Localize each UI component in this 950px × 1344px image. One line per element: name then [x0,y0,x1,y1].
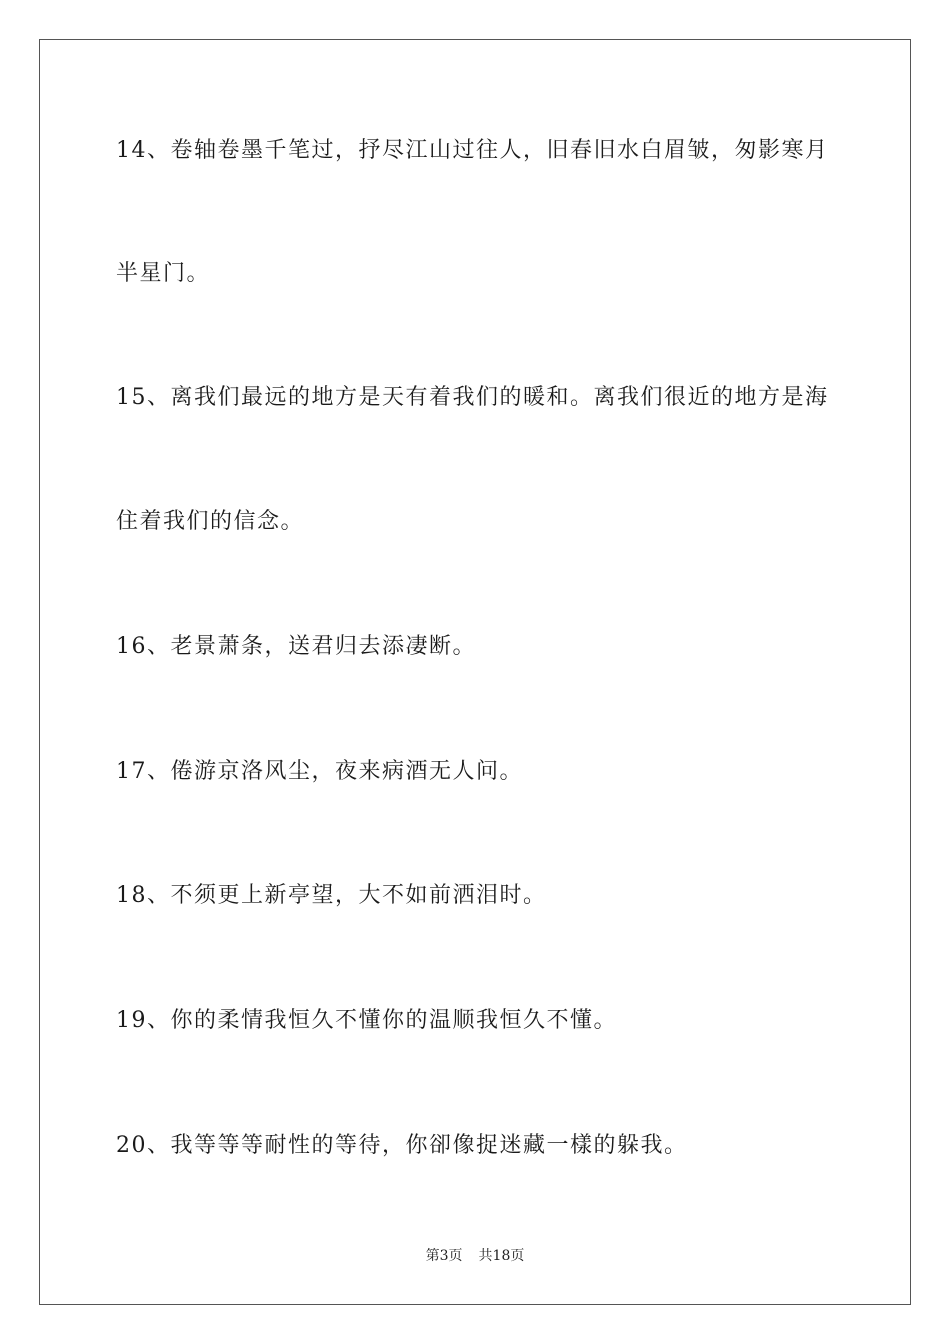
total-pages: 共18页 [478,1248,525,1264]
page-footer [0,1246,950,1266]
entry-20: 20、我等等等耐性的等待，你卻像捉迷藏一樣的躲我。 [116,1133,688,1158]
page-number: 第3页 [425,1248,463,1264]
entry-14-line-2: 半星门。 [116,261,211,286]
entry-17: 17、倦游京洛风尘，夜来病酒无人问。 [116,759,523,784]
entry-18: 18、不须更上新亭望，大不如前洒泪时。 [116,883,547,908]
page-border [39,39,911,1305]
entry-15-line-1: 15、离我们最远的地方是天有着我们的暖和。离我们很近的地方是海 [116,385,829,410]
entry-16: 16、老景萧条，送君归去添凄断。 [116,634,476,659]
entry-15-line-2: 住着我们的信念。 [116,509,305,534]
entry-14-line-1: 14、卷轴卷墨千笔过，抒尽江山过往人，旧春旧水白眉皱，匆影寒月 [116,138,829,163]
entry-19: 19、你的柔情我恒久不懂你的温顺我恒久不懂。 [116,1008,617,1033]
